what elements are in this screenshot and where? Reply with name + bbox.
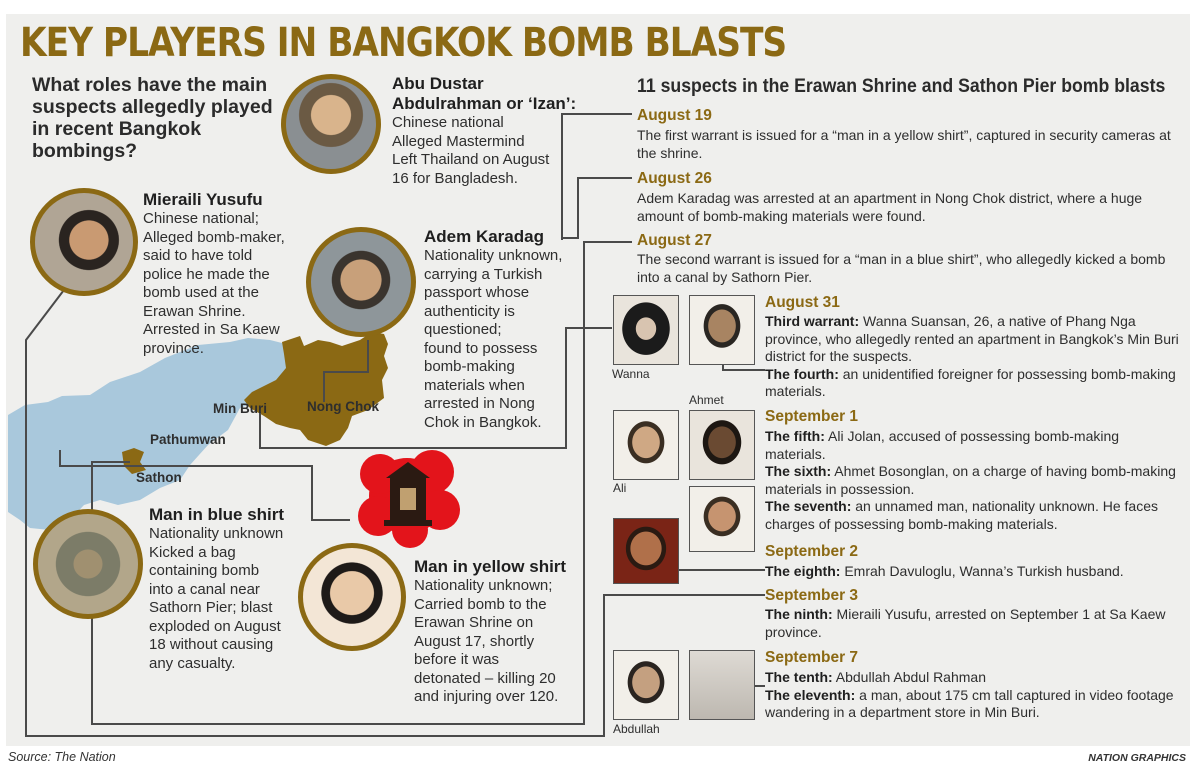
date-sep-1: September 1 — [765, 408, 859, 425]
text-aug-31 — [765, 313, 1180, 401]
sep3-ninth-lead: The ninth: — [765, 606, 833, 622]
sketch-seventh — [689, 486, 755, 552]
adem-block — [424, 227, 584, 432]
blue-line-6: exploded on August — [149, 617, 281, 635]
izan-line-1: Chinese national — [392, 114, 504, 131]
blue-line-3: containing bomb — [149, 562, 260, 579]
adem-line-8: materials when — [424, 376, 525, 394]
mieraili-line-7: Arrested in Sa Kaew — [143, 321, 280, 338]
label-abdullah: Abdullah — [613, 722, 660, 736]
yellow-shirt-block — [414, 557, 584, 707]
sketch-ali — [613, 410, 679, 480]
text-sep-1 — [765, 428, 1180, 533]
adem-line-1: Nationality unknown, — [424, 247, 563, 264]
blue-shirt-portrait — [33, 509, 143, 619]
text-sep-7 — [765, 669, 1180, 722]
izan-line-4: 16 for Bangladesh. — [392, 169, 518, 187]
date-aug-27: August 27 — [637, 232, 712, 249]
blue-line-1: Nationality unknown — [149, 525, 284, 542]
sep1-fifth-lead: The fifth: — [765, 428, 825, 444]
yellow-line-4: August 17, shortly — [414, 632, 535, 650]
map-label-pathumwan: Pathumwan — [150, 432, 226, 447]
mieraili-portrait — [30, 188, 138, 296]
aug31-fourth-lead: The fourth: — [765, 365, 839, 382]
mieraili-line-2: Alleged bomb-maker, — [143, 228, 285, 246]
photo-eleventh — [689, 650, 755, 720]
sep7-tenth-text: Abdullah Abdul Rahman — [832, 669, 986, 685]
adem-line-9: arrested in Nong — [424, 395, 535, 412]
mieraili-line-6: Erawan Shrine. — [143, 302, 246, 320]
sep3-ninth-text: Mieraili Yusufu, arrested on September 1 at Sa Kaew province. — [765, 606, 1166, 640]
mieraili-line-8: province. — [143, 339, 204, 357]
yellow-line-1: Nationality unknown; — [414, 577, 553, 594]
map-label-min-buri: Min Buri — [213, 401, 267, 416]
sketch-wanna — [613, 295, 679, 365]
adem-line-2: carrying a Turkish — [424, 265, 543, 283]
yellow-shirt-name: Man in yellow shirt — [414, 557, 567, 576]
label-wanna: Wanna — [612, 367, 650, 381]
mieraili-line-5: bomb used at the — [143, 284, 259, 301]
date-sep-2: September 2 — [765, 543, 859, 560]
aug31-third-text: Wanna Suansan, 26, a native of Phang Nga province, who allegedly rented an apartment in Bangkok’s Min Buri district for the suspects. — [765, 313, 1179, 364]
text-sep-2 — [765, 563, 1180, 581]
sep7-tenth-lead: The tenth: — [765, 669, 833, 685]
mieraili-name: Mieraili Yusufu — [143, 190, 263, 209]
sep7-eleventh-lead: The eleventh: — [765, 686, 856, 703]
text-aug-27: The second warrant is issued for a “man in a blue shirt”, who allegedly kicked a bomb into a canal by Sathorn Pier. — [637, 251, 1166, 285]
adem-line-3: passport whose — [424, 284, 530, 301]
timeline-title: 11 suspects in the Erawan Shrine and Sathon Pier bomb blasts — [637, 76, 1166, 97]
izan-name: Abu Dustar Abdulrahman or ‘Izan’: — [392, 74, 577, 113]
map-label-sathon: Sathon — [136, 470, 182, 485]
date-aug-31: August 31 — [765, 294, 840, 311]
page-title: KEY PLAYERS IN BANGKOK BOMB BLASTS — [20, 20, 787, 66]
date-sep-7: September 7 — [765, 649, 859, 666]
izan-block — [392, 74, 582, 188]
text-aug-19: The first warrant is issued for a “man in a yellow shirt”, captured in security cameras at the shrine. — [637, 127, 1171, 161]
izan-line-3: Left Thailand on August — [392, 151, 550, 168]
sep2-eighth-lead: The eighth: — [765, 563, 841, 579]
adem-portrait — [306, 227, 416, 337]
yellow-line-7: and injuring over 120. — [414, 688, 559, 705]
mieraili-line-3: said to have told — [143, 247, 253, 264]
date-aug-19: August 19 — [637, 107, 712, 124]
yellow-line-2: Carried bomb to the — [414, 595, 547, 613]
aug31-fourth-text: an unidentified foreigner for possessing bomb-making materials. — [765, 365, 1176, 399]
yellow-line-3: Erawan Shrine on — [414, 614, 534, 631]
blue-line-8: any casualty. — [149, 654, 236, 672]
photo-eighth — [613, 518, 679, 584]
sep2-eighth-text: Emrah Davuloglu, Wanna’s Turkish husband. — [840, 563, 1124, 579]
sep1-seventh-lead: The seventh: — [765, 498, 852, 514]
blue-line-7: 18 without causing — [149, 636, 274, 653]
label-ali: Ali — [613, 481, 627, 495]
yellow-line-5: before it was — [414, 651, 500, 668]
erawan-shrine-icon — [358, 450, 460, 548]
yellow-line-6: detonated – killing 20 — [414, 669, 556, 687]
subtitle-question: What roles have the main suspects allegedly played in recent Bangkok bombings? — [32, 74, 273, 162]
graphics-credit: NATION GRAPHICS — [1088, 752, 1186, 764]
sep7-eleventh-text: a man, about 175 cm tall captured in video footage wandering in a department store in Min Buri. — [765, 686, 1174, 720]
blue-shirt-block — [149, 505, 309, 673]
adem-line-4: authenticity is — [424, 302, 515, 320]
adem-line-7: bomb-making — [424, 358, 515, 375]
sep1-seventh-text: an unnamed man, nationality unknown. He faces charges of possessing bomb-making materials. — [765, 498, 1158, 532]
mieraili-line-4: police he made the — [143, 265, 270, 283]
aug31-third-lead: Third warrant: — [765, 313, 860, 329]
mieraili-line-1: Chinese national; — [143, 210, 259, 227]
blue-line-4: into a canal near — [149, 580, 260, 598]
text-aug-26: Adem Karadag was arrested at an apartment in Nong Chok district, where a huge amount of bomb-making materials were found. — [637, 190, 1143, 224]
sketch-ahmet — [689, 410, 755, 480]
mieraili-block — [143, 190, 313, 358]
sketch-abdullah — [613, 650, 679, 720]
date-aug-26: August 26 — [637, 170, 712, 187]
date-sep-3: September 3 — [765, 587, 859, 604]
text-sep-3 — [765, 606, 1180, 641]
adem-line-10: Chok in Bangkok. — [424, 413, 542, 431]
sketch-fourth — [689, 295, 755, 365]
adem-name: Adem Karadag — [424, 227, 544, 246]
label-ahmet: Ahmet — [689, 393, 724, 407]
izan-line-2: Alleged Mastermind — [392, 132, 525, 150]
blue-line-5: Sathorn Pier; blast — [149, 599, 273, 616]
blue-line-2: Kicked a bag — [149, 543, 236, 561]
sep1-fifth-text: Ali Jolan, accused of possessing bomb-making materials. — [765, 428, 1120, 462]
blue-shirt-name: Man in blue shirt — [149, 505, 285, 524]
source-note: Source: The Nation — [8, 750, 116, 764]
sep1-sixth-lead: The sixth: — [765, 463, 832, 479]
izan-portrait — [281, 74, 381, 174]
yellow-shirt-portrait — [298, 543, 406, 651]
adem-line-5: questioned; — [424, 321, 502, 338]
adem-line-6: found to possess — [424, 339, 538, 357]
sep1-sixth-text: Ahmet Bosonglan, on a charge of having bomb-making materials in possession. — [765, 463, 1176, 497]
map-label-nong-chok: Nong Chok — [307, 399, 379, 414]
